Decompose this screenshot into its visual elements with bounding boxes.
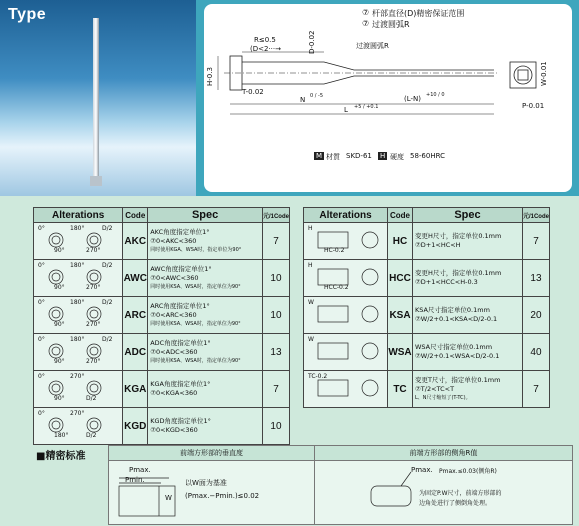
legend-r: 过渡圆弧R [372,20,410,29]
spec-line: ⑦W/2+0.1<WSA<D/2-0.1 [414,352,500,360]
spec-cell [148,371,263,408]
price-cell: 10 [262,260,289,297]
table-row [34,260,290,297]
spec-line: 变更H尺寸，指定单位0.1mm [414,232,502,240]
spec-line: ⑦0<ARC<360 [150,310,197,319]
basis-text: 以W面为基准 [185,479,227,487]
pmax-label: Pmax. [129,466,151,474]
figure-mark: 0° [38,336,45,343]
figure-mark: 90° [54,395,65,402]
figure-mark: D/2 [102,336,113,343]
figure-mark: 180° [70,225,85,232]
spec-line: 变更T尺寸，指定单位0.1mm [414,375,501,384]
code-cell: AKC [123,223,148,260]
price-cell: 7 [262,371,289,408]
figure-mark: 270° [86,358,101,365]
alteration-figure [304,334,388,371]
figure-mark: 270° [86,247,101,254]
figure-mark: 270° [70,373,85,380]
material-value: SKD-61 [346,152,372,160]
figure-mark: 180° [70,336,85,343]
spec-cell [148,223,263,260]
figure-mark: HCC-0.2 [324,284,349,291]
spec-line: WSA尺寸指定单位0.1mm [414,343,493,351]
dim-l: L [344,106,348,114]
figure-mark: D/2 [102,299,113,306]
price-cell: 40 [522,334,549,371]
spec-line: ⑦W/2+0.1<KSA<D/2-0.1 [414,315,498,323]
table-row [304,260,550,297]
dim-transition: 过渡圆弧R [356,42,389,50]
spec-cell [412,334,522,371]
alteration-figure [304,260,388,297]
figure-mark: TC-0.2 [308,373,328,380]
spec-line: ⑦0<AWC<360 [150,273,199,282]
figure-mark: H [308,262,313,269]
col-unit: 元/1Code [262,208,289,223]
left-alterations-table [33,207,290,445]
spec-cell [412,297,522,334]
spec-cell [412,260,522,297]
technical-drawing [204,4,572,192]
drawing-lines [204,4,572,192]
dim-r: R≤0.5 [254,36,276,44]
spec-line: ADC角度指定单位1° [150,338,211,347]
dim-w: W-0.01 [540,61,548,86]
price-cell: 7 [262,223,289,260]
spec-line: ⑦D+1<HC<H [414,241,461,249]
header-band [0,0,579,196]
figure-mark: 90° [54,284,65,291]
table-row [34,334,290,371]
r-formula-text: Pmax.≤0.03(侧角R) [439,468,497,475]
dim-l-tol: +5 / +0.1 [354,104,379,110]
dim-p: P-0.01 [522,102,545,110]
price-cell: 13 [262,334,289,371]
figure-drawing [304,334,387,368]
spec-line: KGD角度指定单位1° [150,417,211,425]
alteration-figure [304,297,388,334]
hardness-value: 58-60HRC [410,152,446,160]
alteration-figure [34,334,123,371]
figure-drawing [304,297,387,331]
figure-mark: 270° [86,284,101,291]
figure-mark: 0° [38,373,45,380]
code-cell: ADC [123,334,148,371]
code-cell: KGA [123,371,148,408]
figure-mark: 0° [38,225,45,232]
figure-mark: 180° [70,262,85,269]
dim-t: T-0.02 [242,88,264,96]
w-label: W [165,494,172,502]
spec-line: KGA角度指定单位1° [150,380,211,388]
figure-mark: H [308,225,313,232]
figure-mark: 270° [70,410,85,417]
spec-line: 同时使用KGA、WSA时，指定单位为90° [150,246,242,253]
code-cell: HCC [388,260,413,297]
hardness-badge: H [380,152,386,160]
figure-mark: 0° [38,262,45,269]
right-alterations-table [303,207,550,408]
spec-cell [148,297,263,334]
col-spec: Spec [412,208,522,223]
spec-line: 同时使用KSA、WSA时，指定单位为90° [150,320,241,327]
alteration-figure [34,371,123,408]
alteration-figure [34,297,123,334]
product-photo [0,0,196,196]
legend-r-mark: ⑦ [362,19,370,28]
code-cell: WSA [388,334,413,371]
spec-line: L、N尺寸缩短了(T-TC)。 [414,394,471,401]
legend-t: 杆部直径(D)精密保证范围 [372,9,465,18]
code-cell: HC [388,223,413,260]
dim-h: H-0.3 [206,67,214,86]
figure-mark: W [308,299,314,306]
figure-mark: D/2 [102,225,113,232]
code-cell: KGD [123,408,148,445]
col-unit: 元/1Code [522,208,549,223]
type-title: Type [8,6,47,23]
table-row [34,371,290,408]
dim-d-tol: D-0.02 [308,30,316,54]
figure-drawing [304,223,387,257]
material-label: 材質 [326,153,340,161]
spec-line: ⑦0<ADC<360 [150,347,198,356]
perpendicularity-header: 前端方形部的垂直度 [109,446,315,461]
col-alterations: Alterations [34,208,123,223]
price-cell: 7 [522,371,549,408]
code-cell: KSA [388,297,413,334]
table-row [34,408,290,445]
spec-line: ⑦D+1<HCC<H-0.3 [414,278,478,286]
code-cell: AWC [123,260,148,297]
table-row [304,371,550,408]
spec-cell [412,371,522,408]
alteration-figure [34,408,123,445]
alteration-figure [34,260,123,297]
spec-cell [148,334,263,371]
code-cell: TC [388,371,413,408]
price-cell: 13 [522,260,549,297]
spec-line: ⑦T/2<TC<T [414,384,455,393]
price-cell: 10 [262,408,289,445]
spec-line: ⑦0<KGA<360 [150,389,198,397]
side-r-header: 前端方形部的侧角R值 [315,446,572,461]
dim-d-range: (D<2···→ [250,45,281,53]
figure-mark: HC-0.2 [324,247,345,254]
legend-t-mark: ⑦ [362,8,370,17]
table-row [304,297,550,334]
spec-line: 变更H尺寸，指定单位0.1mm [414,269,502,277]
spec-cell [148,408,263,445]
precision-diagrams [109,446,572,524]
price-cell: 10 [262,297,289,334]
alteration-figure [304,223,388,260]
figure-mark: 90° [54,321,65,328]
dim-n: N [300,96,306,104]
figure-mark: 0° [38,410,45,417]
figure-mark: 270° [86,321,101,328]
note-line-2: 边角处进行了侧倒角处理。 [419,500,492,507]
figure-mark: D/2 [102,262,113,269]
spec-line: ARC角度指定单位1° [150,301,210,310]
alteration-figure [304,371,388,408]
dim-ln-tol: +10 / 0 [426,92,445,98]
code-cell: ARC [123,297,148,334]
ejector-pin-head [90,176,102,186]
col-code: Code [388,208,413,223]
spec-line: AKC角度指定单位1° [150,227,210,236]
note-line-1: 为固定P.W尺寸，前端方形部的 [419,490,502,497]
col-spec: Spec [148,208,263,223]
alteration-figure [34,223,123,260]
price-cell: 7 [522,223,549,260]
dim-ln: (L-N) [404,95,422,103]
spec-line: ⑦0<KGD<360 [150,426,198,434]
col-alterations: Alterations [304,208,388,223]
figure-mark: 180° [70,299,85,306]
figure-mark: W [308,336,314,343]
precision-title: ■精密标准 [36,451,86,462]
table-row [34,223,290,260]
table-row [304,334,550,371]
spec-line: 同时使用KSA、WSA时，指定单位为90° [150,283,241,290]
figure-mark: 90° [54,247,65,254]
spec-line: KSA尺寸指定单位0.1mm [414,306,490,314]
precision-box [108,445,573,525]
r-pmax-label: Pmax. [411,466,433,474]
ejector-pin-image [93,18,99,180]
figure-mark: D/2 [86,395,97,402]
spec-line: 同时使用KSA、WSA时，指定单位为90° [150,357,241,364]
spec-line: AWC角度指定单位1° [150,264,212,273]
table-row [34,297,290,334]
figure-mark: 180° [54,432,69,439]
figure-mark: D/2 [86,432,97,439]
figure-mark: 90° [54,358,65,365]
spec-cell [148,260,263,297]
price-cell: 20 [522,297,549,334]
table-row [304,223,550,260]
dim-n-tol: 0 / -5 [310,93,324,99]
pmin-label: Pmin. [125,476,145,484]
hardness-label: 硬度 [390,153,404,161]
material-badge: M [316,152,323,160]
col-code: Code [123,208,148,223]
spec-line: ⑦0<AKC<360 [150,236,197,245]
figure-mark: 0° [38,299,45,306]
formula-text: (Pmax.−Pmin.)≤0.02 [185,492,260,500]
spec-cell [412,223,522,260]
